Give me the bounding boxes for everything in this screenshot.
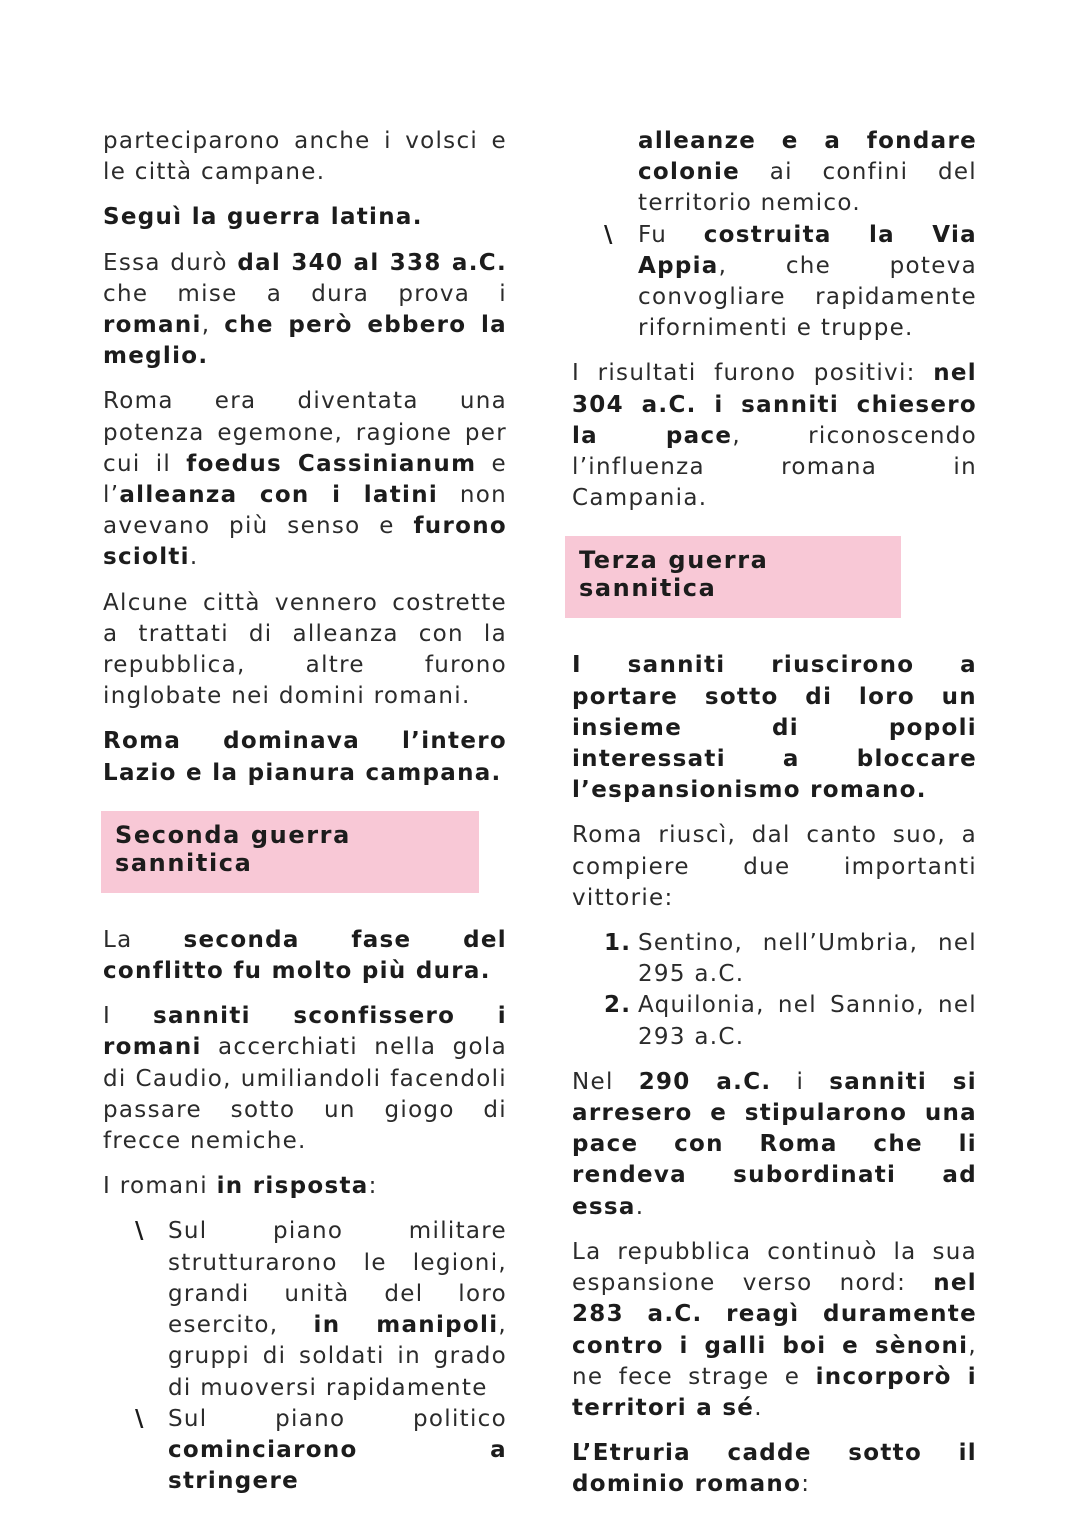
text: accerchiati nella gola di Caudio, umiliandoli facendoli passare sotto un giogo di frecce nemiche. [103,1034,507,1155]
paragraph [572,126,977,220]
bold-text: sanniti si arresero e stipularono una pace con Roma che li rendeva subordinati ad essa [572,1068,977,1220]
text: Fu [638,221,704,248]
text: : [801,1471,811,1498]
numbered-list [572,928,977,1053]
paragraph [572,1067,977,1223]
bold-text: nel 304 a.C. i sanniti chiesero la pace [572,360,977,449]
text: Nel [572,1068,639,1095]
bold-text: 290 a.C. [638,1068,772,1095]
text: Sul piano militare strutturarono le legioni, grandi unità del loro esercito, [168,1218,507,1339]
bold-text: sanniti sconfissero i romani [103,1003,507,1061]
paragraph [103,386,507,573]
bold-text: costruita la Via Appia [638,221,977,279]
text: , che poteva convogliare rapidamente rifornimenti e truppe. [638,252,977,342]
section-heading: Terza guerra sannitica [565,536,901,618]
bullet-icon: \ [604,221,614,248]
paragraph [103,588,507,713]
text: Sentino, nell’Umbria, nel 295 a.C. [638,930,977,988]
text: Roma riuscì, dal canto suo, a compiere due importanti vittorie: [572,822,977,911]
text: ai confini del territorio nemico. [638,159,977,217]
list-item [572,928,977,990]
paragraph [103,925,507,987]
bold-text: seconda fase del conflitto fu molto più dura. [103,926,507,985]
text: , gruppi di soldati in grado di muoversi rapidamente [168,1312,508,1401]
paragraph [103,202,507,233]
bold-text: dal 340 al 338 a.C. [237,249,507,276]
section-heading: Seconda guerra sannitica [101,811,479,893]
paragraph [103,1001,507,1157]
bold-text: in manipoli [313,1312,499,1339]
bullet-icon: \ [135,1405,145,1432]
list-number: 2. [604,992,632,1019]
text: . [754,1394,763,1421]
paragraph [572,650,977,806]
bold-text: Roma dominava l’intero Lazio e la pianura campana. [103,728,507,786]
text: , ne fece strage e [572,1332,977,1390]
bold-text: nel 283 a.C. reagì duramente contro i galli boi e sènoni [572,1270,977,1359]
text: parteciparono anche i volsci e le città campane. [103,128,507,186]
bold-text: foedus Cassinianum [186,450,477,477]
list-item [572,990,977,1052]
bold-text: incorporò i territori a sé [572,1363,977,1421]
text: e l’ [103,450,507,509]
text: che mise a dura prova i [103,280,507,307]
text: , riconoscendo l’influenza romana in Campania. [572,422,978,512]
text: I risultati furono positivi: [572,360,934,387]
text: La [103,926,184,953]
bullet-icon: \ [135,1218,145,1245]
list-item [103,1404,507,1498]
paragraph [103,248,507,373]
left-column [103,126,507,1511]
bold-text: I sanniti riuscirono a portare sotto di loro un insieme di popoli interessati a bloccare l’espansionismo romano. [572,652,977,804]
bold-text: furono sciolti [103,513,507,571]
paragraph [572,1438,977,1500]
bold-text: che però ebbero la meglio. [103,312,507,370]
text: non avevano più senso e [103,482,507,540]
text: La repubblica continuò la sua espansione verso nord: [572,1238,977,1297]
bullet-list [103,1216,507,1497]
paragraph [103,126,507,188]
paragraph [572,820,977,914]
right-column [572,126,977,1515]
paragraph [572,358,977,514]
paragraph [572,1237,977,1424]
list-item [572,220,977,345]
text: I [103,1003,153,1030]
list-number: 1. [604,930,632,957]
text: : [368,1173,378,1200]
text: . [635,1193,645,1220]
paragraph [103,726,507,788]
bold-text: cominciarono a stringere [168,1436,507,1495]
bullet-list [572,220,977,345]
bold-text: in risposta [216,1173,369,1200]
text: Sul piano politico [168,1405,507,1432]
text: Essa durò [103,249,238,276]
bold-text: alleanza con i latini [119,482,439,509]
text: Aquilonia, nel Sannio, nel 293 a.C. [638,992,977,1050]
text: . [189,544,199,571]
bold-text: Seguì la guerra latina. [103,204,423,231]
list-item [103,1216,507,1403]
bold-text: L’Etruria cadde sotto il dominio romano [572,1440,977,1498]
text: Alcune città vennero costrette a trattati di alleanza con la repubblica, altre furono inglobate nei domini romani. [103,589,507,710]
text: i [771,1068,830,1095]
bold-text: romani [103,312,202,339]
text: , [201,312,225,339]
paragraph [103,1171,507,1202]
text: I romani [103,1173,217,1200]
bold-text: alleanze e a fondare colonie [638,128,977,186]
text: Roma era diventata una potenza egemone, ragione per cui il [103,388,507,477]
